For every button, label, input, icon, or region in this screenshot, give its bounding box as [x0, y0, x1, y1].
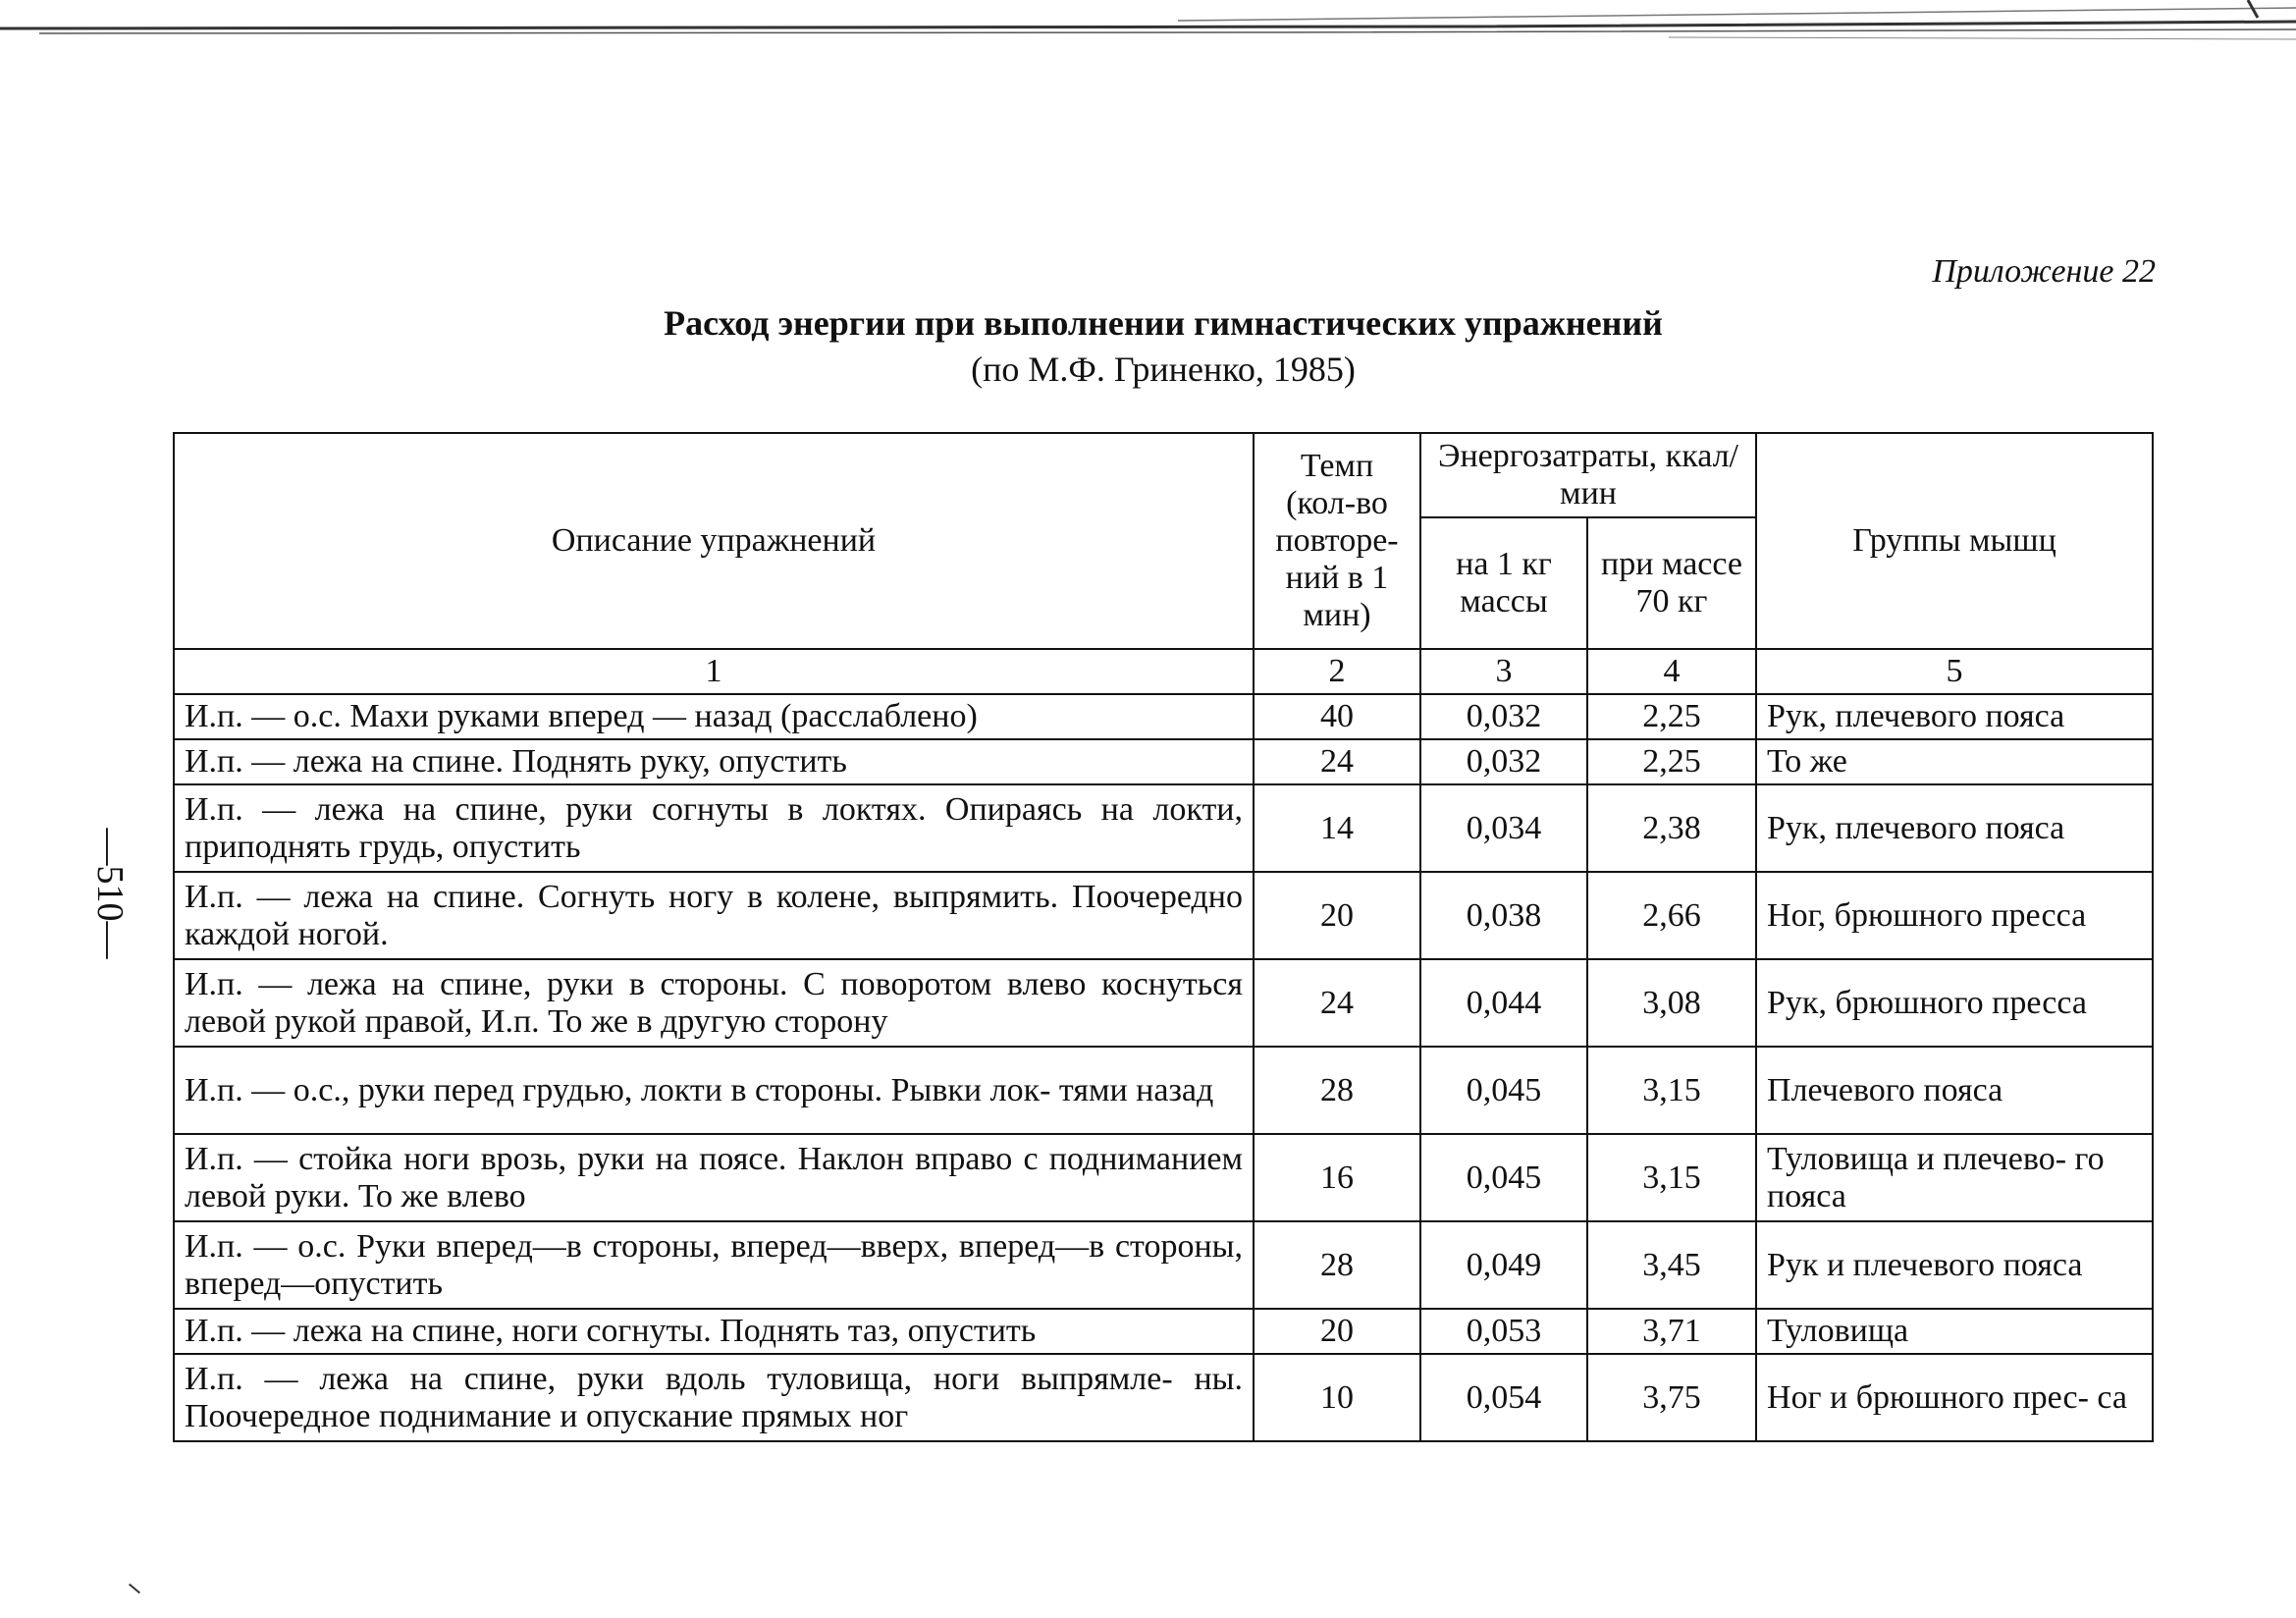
energy-per-kg: 0,049	[1420, 1221, 1587, 1309]
header-muscles: Группы мышц	[1756, 433, 2153, 649]
muscle-groups: Рук и плечевого пояса	[1756, 1221, 2153, 1309]
energy-per-kg: 0,032	[1420, 694, 1587, 739]
exercise-description: И.п. — лежа на спине, ноги согнуты. Поднять таз, опустить	[174, 1309, 1254, 1354]
tempo-value: 10	[1254, 1354, 1420, 1441]
exercise-description: И.п. — лежа на спине. Согнуть ногу в колене, выпрямить. Поочередно каждой ногой.	[174, 872, 1254, 959]
table-row	[174, 1309, 2153, 1354]
appendix-label: Приложение 22	[1932, 253, 2156, 290]
tempo-value: 24	[1254, 739, 1420, 784]
exercise-description: И.п. — о.с. Руки вперед—в стороны, вперед—вверх, вперед—в стороны, вперед—опустить	[174, 1221, 1254, 1309]
exercise-description: И.п. — стойка ноги врозь, руки на поясе. Наклон вправо с подниманием левой руки. То же влево	[174, 1134, 1254, 1221]
muscle-groups: Туловища	[1756, 1309, 2153, 1354]
exercise-description: И.п. — о.с. Махи руками вперед — назад (расслаблено)	[174, 694, 1254, 739]
column-number: 5	[1756, 649, 2153, 694]
table-row	[174, 739, 2153, 784]
energy-at-70kg: 2,25	[1587, 694, 1756, 739]
exercise-description: И.п. — о.с., руки перед грудью, локти в стороны. Рывки лок- тями назад	[174, 1047, 1254, 1134]
tempo-value: 20	[1254, 872, 1420, 959]
table-row	[174, 784, 2153, 872]
tempo-value: 20	[1254, 1309, 1420, 1354]
energy-at-70kg: 3,75	[1587, 1354, 1756, 1441]
page-title: Расход энергии при выполнении гимнастических упражнений	[664, 303, 1663, 343]
table-row	[174, 872, 2153, 959]
table-row	[174, 1354, 2153, 1441]
column-number: 3	[1420, 649, 1587, 694]
muscle-groups: Ног и брюшного прес- са	[1756, 1354, 2153, 1441]
table-header-row	[174, 433, 2153, 517]
energy-per-kg: 0,045	[1420, 1047, 1587, 1134]
muscle-groups: Плечевого пояса	[1756, 1047, 2153, 1134]
exercise-description: И.п. — лежа на спине, руки согнуты в локтях. Опираясь на локти, приподнять грудь, опустить	[174, 784, 1254, 872]
energy-at-70kg: 2,38	[1587, 784, 1756, 872]
table-row	[174, 1134, 2153, 1221]
muscle-groups: Рук, брюшного пресса	[1756, 959, 2153, 1047]
header-per-kg: на 1 кг массы	[1420, 517, 1587, 649]
energy-per-kg: 0,034	[1420, 784, 1587, 872]
energy-at-70kg: 3,45	[1587, 1221, 1756, 1309]
energy-per-kg: 0,054	[1420, 1354, 1587, 1441]
energy-per-kg: 0,045	[1420, 1134, 1587, 1221]
energy-per-kg: 0,038	[1420, 872, 1587, 959]
header-at-70kg: при массе 70 кг	[1587, 517, 1756, 649]
header-energy: Энергозатраты, ккал/мин	[1420, 433, 1756, 517]
muscle-groups: Рук, плечевого пояса	[1756, 694, 2153, 739]
tempo-value: 24	[1254, 959, 1420, 1047]
energy-at-70kg: 3,15	[1587, 1047, 1756, 1134]
tempo-value: 28	[1254, 1047, 1420, 1134]
scan-edge-lines	[0, 0, 2296, 59]
header-description: Описание упражнений	[174, 433, 1254, 649]
exercise-description: И.п. — лежа на спине, руки вдоль туловища, ноги выпрямле- ны. Поочередное поднимание и опускание прямых ног	[174, 1354, 1254, 1441]
tempo-value: 14	[1254, 784, 1420, 872]
muscle-groups: Ног, брюшного пресса	[1756, 872, 2153, 959]
energy-per-kg: 0,032	[1420, 739, 1587, 784]
header-tempo: Темп (кол-во повторе- ний в 1 мин)	[1254, 433, 1420, 649]
energy-at-70kg: 3,08	[1587, 959, 1756, 1047]
tempo-value: 16	[1254, 1134, 1420, 1221]
table-row	[174, 959, 2153, 1047]
muscle-groups: Туловища и плечево- го пояса	[1756, 1134, 2153, 1221]
exercise-description: И.п. — лежа на спине. Поднять руку, опустить	[174, 739, 1254, 784]
energy-per-kg: 0,053	[1420, 1309, 1587, 1354]
page-number: —510—	[89, 828, 131, 959]
energy-per-kg: 0,044	[1420, 959, 1587, 1047]
column-number: 2	[1254, 649, 1420, 694]
page-subtitle: (по М.Ф. Гриненко, 1985)	[971, 350, 1356, 389]
muscle-groups: То же	[1756, 739, 2153, 784]
table-row	[174, 1047, 2153, 1134]
table-row	[174, 694, 2153, 739]
scan-mark	[129, 1584, 140, 1594]
energy-at-70kg: 2,66	[1587, 872, 1756, 959]
energy-table	[173, 432, 2154, 1442]
column-number: 4	[1587, 649, 1756, 694]
tempo-value: 40	[1254, 694, 1420, 739]
table-row	[174, 1221, 2153, 1309]
muscle-groups: Рук, плечевого пояса	[1756, 784, 2153, 872]
column-number: 1	[174, 649, 1254, 694]
energy-at-70kg: 3,15	[1587, 1134, 1756, 1221]
exercise-description: И.п. — лежа на спине, руки в стороны. С поворотом влево коснуться левой рукой правой, И.п. То же в другую сторону	[174, 959, 1254, 1047]
column-number-row	[174, 649, 2153, 694]
energy-at-70kg: 2,25	[1587, 739, 1756, 784]
tempo-value: 28	[1254, 1221, 1420, 1309]
energy-at-70kg: 3,71	[1587, 1309, 1756, 1354]
